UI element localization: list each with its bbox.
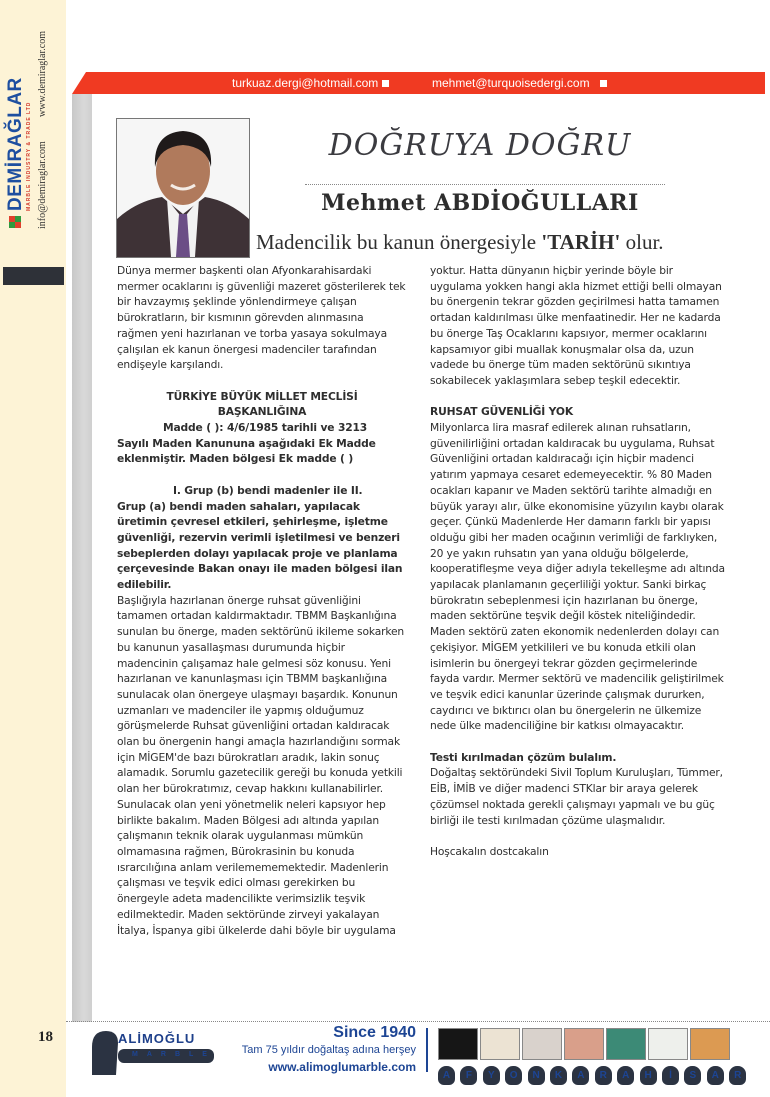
- banner-email-1[interactable]: turkuaz.dergi@hotmail.com: [232, 76, 389, 90]
- letter-stone: O: [505, 1066, 522, 1085]
- letter-stone: N: [528, 1066, 545, 1085]
- letter-stone: Y: [483, 1066, 500, 1085]
- madde-line: Madde ( ): 4/6/1985 tarihli ve 3213: [163, 421, 368, 435]
- page-number: 18: [38, 1029, 53, 1045]
- testi-heading: Testi kırılmadan çözüm bulalım.: [430, 750, 617, 764]
- letter-stone: H: [640, 1066, 657, 1085]
- demiraglar-logo-icon: [8, 215, 22, 229]
- tbmm-heading-line-2: BAŞKANLIĞINA: [217, 405, 307, 419]
- testi-paragraph: Doğaltaş sektöründeki Sivil Toplum Kuruluşları, Tümmer, EİB, İMİB ve diğer madenci STKlar bir araya gelerek çözümsel noktada gerekli çalışmayı yapmalı ve bu güç birliği ile testi kırılmadan çözüme ulaşmalıdır.: [430, 766, 723, 827]
- section-title: DOĞRUYA DOĞRU: [328, 128, 632, 163]
- ruhsat-heading: RUHSAT GÜVENLİĞİ YOK: [430, 405, 573, 419]
- intro-paragraph: Dünya mermer başkenti olan Afyonkarahisardaki mermer ocaklarını iş güvenliği mazeret gösterilerek tek bir havzaymış şeklinde yönlendirmeye çalışan bürokratların, bir kısmının görevden alınmasına rağmen yeni hazırlanan ve torba yasaya sokulmaya çalışılan ek kanun önergesi madenciler tarafından endişeyle karşılandı.: [117, 264, 406, 372]
- tbmm-heading-line-1: TÜRKİYE BÜYÜK MİLLET MECLİSİ: [166, 389, 358, 403]
- author-photo: [116, 118, 250, 258]
- demiraglar-website[interactable]: www.demiraglar.com: [37, 31, 48, 117]
- letter-stone: İ: [662, 1066, 679, 1085]
- footer-divider: [66, 1021, 770, 1022]
- marble-swatch: [606, 1028, 646, 1060]
- gray-side-bar: [72, 94, 92, 1022]
- sidebar-dark-band: [3, 267, 64, 285]
- letter-stone: K: [550, 1066, 567, 1085]
- continuation-paragraph: yoktur. Hatta dünyanın hiçbir yerinde böyle bir uygulama yokken hangi akla hizmet ettiği belli olmayan bu önergenin tekrar gözden geçirilmesi hatta tamamen ortadan kaldırılması ülke menfaatinedir. Her ne kadarda bu önerge Taş Ocaklarını kapsıyor, mermer ocaklarını kapsamıyor gibi muallak konuşmalar olsa da, uzun vadede bu önerge tüm maden sektörünü sıkıntıya sokabilecek yaklaşımlara sebep teşkil edecektir.: [430, 264, 722, 387]
- letter-stone: A: [617, 1066, 634, 1085]
- ad-website[interactable]: www.alimoglumarble.com: [268, 1060, 416, 1074]
- square-bullet-icon: [600, 80, 607, 87]
- grup-line: I. Grup (b) bendi madenler ile II.: [173, 483, 363, 497]
- marble-swatch: [564, 1028, 604, 1060]
- marble-swatch: [690, 1028, 730, 1060]
- demiraglar-email[interactable]: info@demiraglar.com: [37, 141, 48, 229]
- demiraglar-ad: [5, 15, 65, 229]
- banner-email-2[interactable]: mehmet@turquoisedergi.com: [432, 76, 607, 90]
- demiraglar-tagline: MARBLE INDUSTRY & TRADE LTD: [26, 101, 32, 211]
- title-divider: [305, 184, 665, 185]
- portrait-image: [117, 119, 249, 257]
- marble-swatch: [438, 1028, 478, 1060]
- article-column-2: [430, 263, 725, 860]
- alimoglu-logo: [88, 1027, 218, 1077]
- header-banner: [72, 72, 765, 94]
- since-label: Since 1940: [333, 1024, 416, 1041]
- author-name: Mehmet ABDİOĞULLARI: [321, 190, 639, 216]
- body-paragraph: Başlığıyla hazırlanan önerge ruhsat güvenliğini tamamen ortadan kaldırmaktadır. TBMM Başkanlığına sunulan bu önerge, maden sektörünü ikileme sokarken bu kanunun yasallaşması durumunda hiçbir madencinin çalışamaz hale gelmesi söz konusu. Yeni hazırlanan ve kanunlaşması için TBMM başkanlığına sunulacak olan önergeye ulaşmayı başardık. Konunun uzmanları ve madenciler ile yapmış olduğumuz görüşmelerde Ruhsat güvenliğini ortadan kaldıracak olan bu önergenin hangi amaçla hazırlandığını sormak için MİGEM'de bazı bürokratları aradık, lakin sonuç alamadık. Sorumlu gazetecilik gereği bu konuda yetkili olan her bürokratımız, cevap hakkını kullanabilirler. Sunulacak olan yeni yönetmelik neleri kapsıyor hep birlikte bakalım. Maden Bölgesi adı altında yapılan çalışmanın teknik olarak uygulanması mümkün olmamasına rağmen, Bürokrasinin bu konuda ısrarcılığına anlam verilemememektedir. Madenlerin çalışması ve teşvik edici olması gerekirken bu önergeyle adeta madencilikte verimsizlik teşvik edilmektedir. Maden sektöründe zirveyi yakalayan İtalya, İspanya gibi ülkelerde dahi böyle bir uygulama: [117, 593, 405, 937]
- article-subtitle: Madencilik bu kanun önergesiyle 'TARİH' olur.: [256, 230, 664, 254]
- letter-stone: A: [438, 1066, 455, 1085]
- letter-stone: R: [729, 1066, 746, 1085]
- marble-swatch: [522, 1028, 562, 1060]
- letter-stone: S: [684, 1066, 701, 1085]
- alimoglu-brand: ALİMOĞLU: [118, 1031, 196, 1046]
- letter-stone: F: [460, 1066, 477, 1085]
- marble-swatch: [480, 1028, 520, 1060]
- letter-stone: A: [572, 1066, 589, 1085]
- madde-text: Sayılı Maden Kanununa aşağıdaki Ek Madde eklenmiştir. Maden bölgesi Ek madde ( ): [117, 436, 376, 466]
- ad-tagline: Tam 75 yıldır doğaltaş adına herşey: [241, 1044, 416, 1056]
- ad-separator: [426, 1028, 428, 1072]
- demiraglar-brand: DEMİRAĞLAR: [5, 77, 26, 211]
- letter-stone: A: [707, 1066, 724, 1085]
- footer-strip: [0, 1021, 66, 1097]
- ruhsat-paragraph: Milyonlarca lira masraf edilerek alınan ruhsatların, güvenilirliğini ortadan kaldıracak bu uygulama, Ruhsat Güvenliğini ortadan kaldıracağı için hiçbir madenci yatırım yapmaya cesaret edemeyecektir. % 80 Maden ocakları kapanır ve Maden sektörü tarihte almadığı en büyük yarayı alır, ülke ekonomisine yüzyılın kaybı olarak geçer. Çünkü Madenlerde Her damarın farklı bir yapısı olduğu gibi her maden ocağının verimliği de farklıyken, 20 ye yakın ruhsatın yan yana olduğu bölgelerde, kooperatifleşme veya diğer adıyla tekelleşme adı altında yapılacak planlamanın geçerliliği yoktur. Sanki birkaç bürokratın sebeplenmesi için hazırlanan bu önerge, maden sektörüne teşvik değil köstek niteliğindedir. Maden sektörü zaten ekonomik nedenlerden dolayı can çekişiyor. MİGEM yetkilileri ve bu konuda etkili olan isimlerin bu önergeyi tekrar gözden geçirmelerinde fayda vardır. Mermer sektörü ve madencilik geliştirilmek ve teşvik edici kanunlar üzerinde çalışmak dururken, caydırıcı ve bıktırıcı olan bu önergelerin ne ülkemize nede ülke madenciliğine bir katkısı olmayacaktır.: [430, 421, 725, 733]
- grup-text: Grup (a) bendi maden sahaları, yapılacak üretimin çevresel etkileri, şehirleşme, işletme güvenliği, rezervin verimli işletilmesi ve benzeri sebeplerden dolayı yapılacak proje ve planlama çerçevesinde Bakan onayı ile maden bölgesi ilan edilebilir.: [117, 499, 403, 592]
- marble-swatch: [648, 1028, 688, 1060]
- closing-line: Hoşcakalın dostcakalın: [430, 844, 549, 858]
- square-bullet-icon: [382, 80, 389, 87]
- letter-stone: R: [595, 1066, 612, 1085]
- article-column-1: [117, 263, 407, 938]
- alimoglu-brand-sub: MARBLE: [132, 1051, 216, 1058]
